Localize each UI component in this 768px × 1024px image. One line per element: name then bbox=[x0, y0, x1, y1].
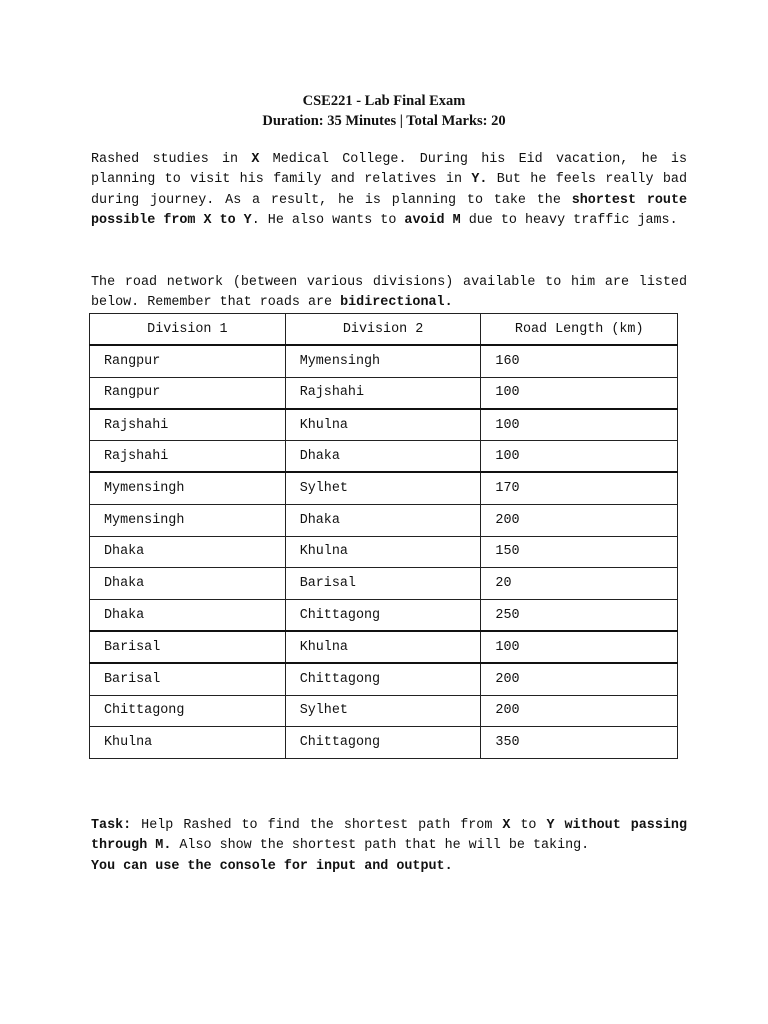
task-paragraph bbox=[91, 816, 687, 877]
intro-text: due to heavy traffic jams. bbox=[460, 213, 678, 229]
division-2-cell: Chittagong bbox=[285, 727, 481, 759]
road-length-cell: 200 bbox=[481, 663, 678, 695]
division-2-cell: Sylhet bbox=[285, 695, 481, 727]
table-row bbox=[90, 504, 678, 536]
division-1-cell: Khulna bbox=[90, 727, 286, 759]
table-row bbox=[90, 695, 678, 727]
road-length-cell: 100 bbox=[481, 377, 678, 409]
road-length-cell: 150 bbox=[481, 536, 678, 568]
table-row bbox=[90, 536, 678, 568]
division-1-cell: Rajshahi bbox=[90, 441, 286, 473]
road-length-cell: 350 bbox=[481, 727, 678, 759]
division-2-cell: Mymensingh bbox=[285, 345, 481, 377]
task-x: X bbox=[502, 818, 511, 833]
road-length-cell: 100 bbox=[481, 441, 678, 473]
network-paragraph bbox=[91, 273, 687, 314]
header-division-2: Division 2 bbox=[285, 314, 481, 346]
road-length-cell: 100 bbox=[481, 631, 678, 663]
division-1-cell: Dhaka bbox=[90, 568, 286, 600]
header-road-length: Road Length (km) bbox=[481, 314, 678, 346]
table-row bbox=[90, 600, 678, 632]
table-body bbox=[90, 345, 678, 758]
division-2-cell: Chittagong bbox=[285, 600, 481, 632]
exam-title: CSE221 - Lab Final Exam bbox=[302, 93, 466, 109]
division-1-cell: Rangpur bbox=[90, 345, 286, 377]
road-length-cell: 170 bbox=[481, 472, 678, 504]
division-1-cell: Barisal bbox=[90, 631, 286, 663]
intro-y: Y. bbox=[471, 172, 488, 188]
road-length-cell: 200 bbox=[481, 504, 678, 536]
road-length-cell: 100 bbox=[481, 409, 678, 441]
intro-x: X bbox=[251, 152, 260, 167]
table-header-row bbox=[90, 314, 678, 346]
division-2-cell: Chittagong bbox=[285, 663, 481, 695]
network-bidirectional: bidirectional. bbox=[340, 295, 453, 311]
division-2-cell: Sylhet bbox=[285, 472, 481, 504]
division-1-cell: Rajshahi bbox=[90, 409, 286, 441]
intro-avoid-m: avoid M bbox=[404, 213, 461, 229]
division-1-cell: Mymensingh bbox=[90, 472, 286, 504]
intro-text: But he feels really bad during journey. As a result, he is planning to take the bbox=[91, 172, 687, 208]
division-1-cell: Barisal bbox=[90, 663, 286, 695]
division-1-cell: Mymensingh bbox=[90, 504, 286, 536]
table-row bbox=[90, 377, 678, 409]
intro-paragraph bbox=[91, 150, 687, 232]
intro-shortest-route: shortest route possible from X to Y bbox=[91, 192, 688, 229]
table-row bbox=[90, 568, 678, 600]
division-2-cell: Khulna bbox=[285, 536, 481, 568]
road-length-cell: 160 bbox=[481, 345, 678, 377]
table-row bbox=[90, 663, 678, 695]
exam-duration-marks: Duration: 35 Minutes | Total Marks: 20 bbox=[262, 113, 506, 129]
intro-text: . He also wants to bbox=[251, 213, 405, 229]
division-2-cell: Dhaka bbox=[285, 441, 481, 473]
division-2-cell: Dhaka bbox=[285, 504, 481, 536]
intro-text: Rashed studies in bbox=[91, 152, 252, 167]
header-division-1: Division 1 bbox=[90, 314, 286, 346]
table-row bbox=[90, 441, 678, 473]
division-2-cell: Barisal bbox=[285, 568, 481, 600]
table-row bbox=[90, 345, 678, 377]
task-text: Help Rashed to find the shortest path from bbox=[131, 818, 503, 833]
table-row bbox=[90, 727, 678, 759]
road-length-cell: 20 bbox=[481, 568, 678, 600]
task-console-note: You can use the console for input and output. bbox=[91, 858, 453, 874]
table-row bbox=[90, 472, 678, 504]
task-label: Task: bbox=[91, 818, 132, 833]
task-text: to bbox=[510, 818, 547, 833]
division-2-cell: Khulna bbox=[285, 409, 481, 441]
table-row bbox=[90, 409, 678, 441]
division-1-cell: Rangpur bbox=[90, 377, 286, 409]
division-2-cell: Khulna bbox=[285, 631, 481, 663]
division-1-cell: Dhaka bbox=[90, 600, 286, 632]
network-text: The road network (between various divisions) available to him are listed below. Remember that roads are bbox=[91, 275, 687, 311]
road-length-cell: 250 bbox=[481, 600, 678, 632]
division-1-cell: Dhaka bbox=[90, 536, 286, 568]
exam-header bbox=[0, 91, 768, 131]
division-2-cell: Rajshahi bbox=[285, 377, 481, 409]
task-text: Also show the shortest path that he will be taking. bbox=[171, 838, 590, 854]
task-y-without-m: Y without passing through M. bbox=[91, 818, 687, 854]
table-row bbox=[90, 631, 678, 663]
division-1-cell: Chittagong bbox=[90, 695, 286, 727]
road-network-table bbox=[89, 313, 678, 759]
road-length-cell: 200 bbox=[481, 695, 678, 727]
intro-text: Medical College. During his Eid vacation, he is planning to visit his family and relatives in bbox=[91, 152, 687, 188]
